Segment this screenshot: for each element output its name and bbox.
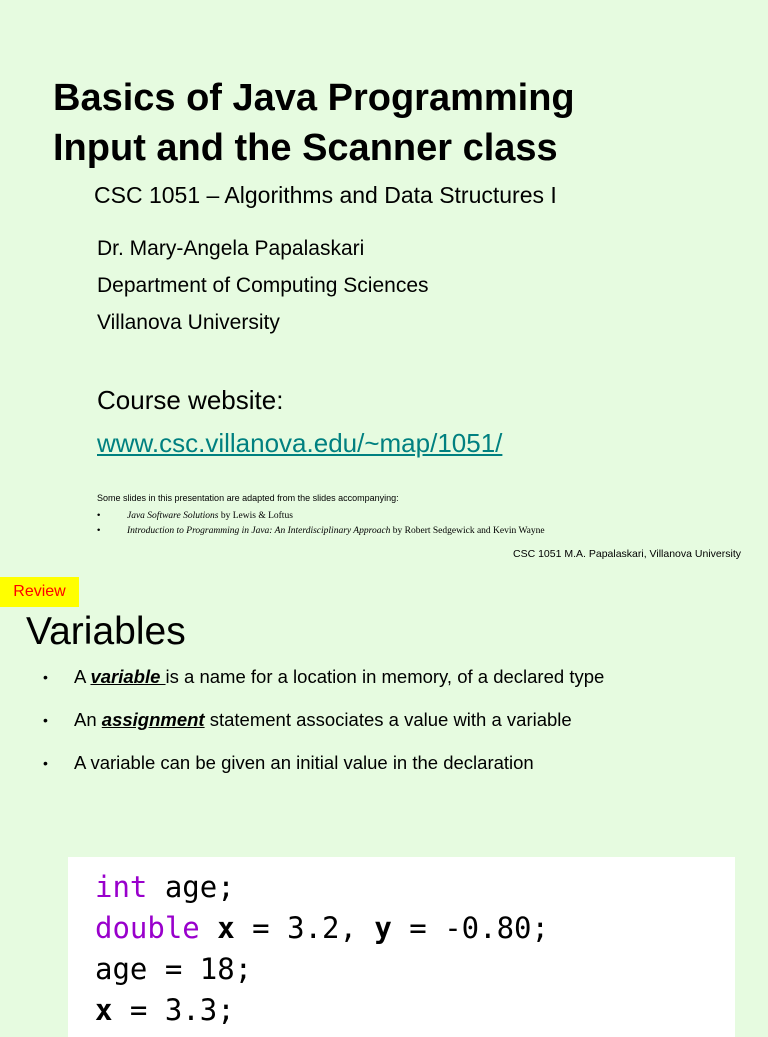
code-text: int age; double x = 3.2, y = -0.80; age = 18; x = 3.3; (95, 870, 549, 1027)
department-name: Department of Computing Sciences (97, 274, 429, 297)
bullet-dot: • (43, 755, 48, 771)
review-badge: Review (0, 577, 79, 607)
bullet-dot: • (43, 712, 48, 728)
keyword-double: double (95, 911, 200, 945)
bullet-text: A variable can be given an initial value in the declaration (74, 752, 534, 773)
reference-item (97, 525, 545, 536)
website-label: Course website: (97, 385, 284, 415)
keyword-int: int (95, 870, 148, 904)
bullet-dot: • (97, 510, 101, 521)
slide-footer: CSC 1051 M.A. Papalaskari, Villanova University (513, 548, 741, 560)
slide-title-line-1: Basics of Java Programming (53, 77, 575, 119)
code-block (68, 857, 735, 1037)
attribution-note: Some slides in this presentation are adapted from the slides accompanying: (97, 493, 399, 503)
slide-title-line-2: Input and the Scanner class (53, 127, 558, 169)
bullet-dot: • (97, 525, 101, 536)
reference-authors: by Lewis & Loftus (218, 511, 293, 521)
course-website-link[interactable]: www.csc.villanova.edu/~map/1051/ (97, 428, 503, 458)
reference-title: Introduction to Programming in Java: An Interdisciplinary Approach (127, 526, 391, 536)
bullet-dot: • (43, 669, 48, 685)
bullet-text: An assignment statement associates a value with a variable (74, 709, 572, 730)
author-name: Dr. Mary-Angela Papalaskari (97, 237, 365, 260)
reference-authors: by Robert Sedgewick and Kevin Wayne (390, 526, 545, 536)
emphasized-term: assignment (101, 709, 205, 730)
bullet-text: A variable is a name for a location in memory, of a declared type (74, 666, 605, 687)
course-subtitle: CSC 1051 – Algorithms and Data Structures I (94, 182, 557, 208)
slide-heading: Variables (26, 610, 186, 653)
reference-title: Java Software Solutions (127, 511, 219, 521)
emphasized-term: variable (90, 666, 166, 687)
variables-slide (0, 575, 768, 1027)
university-name: Villanova University (97, 311, 280, 334)
reference-item (97, 510, 293, 521)
